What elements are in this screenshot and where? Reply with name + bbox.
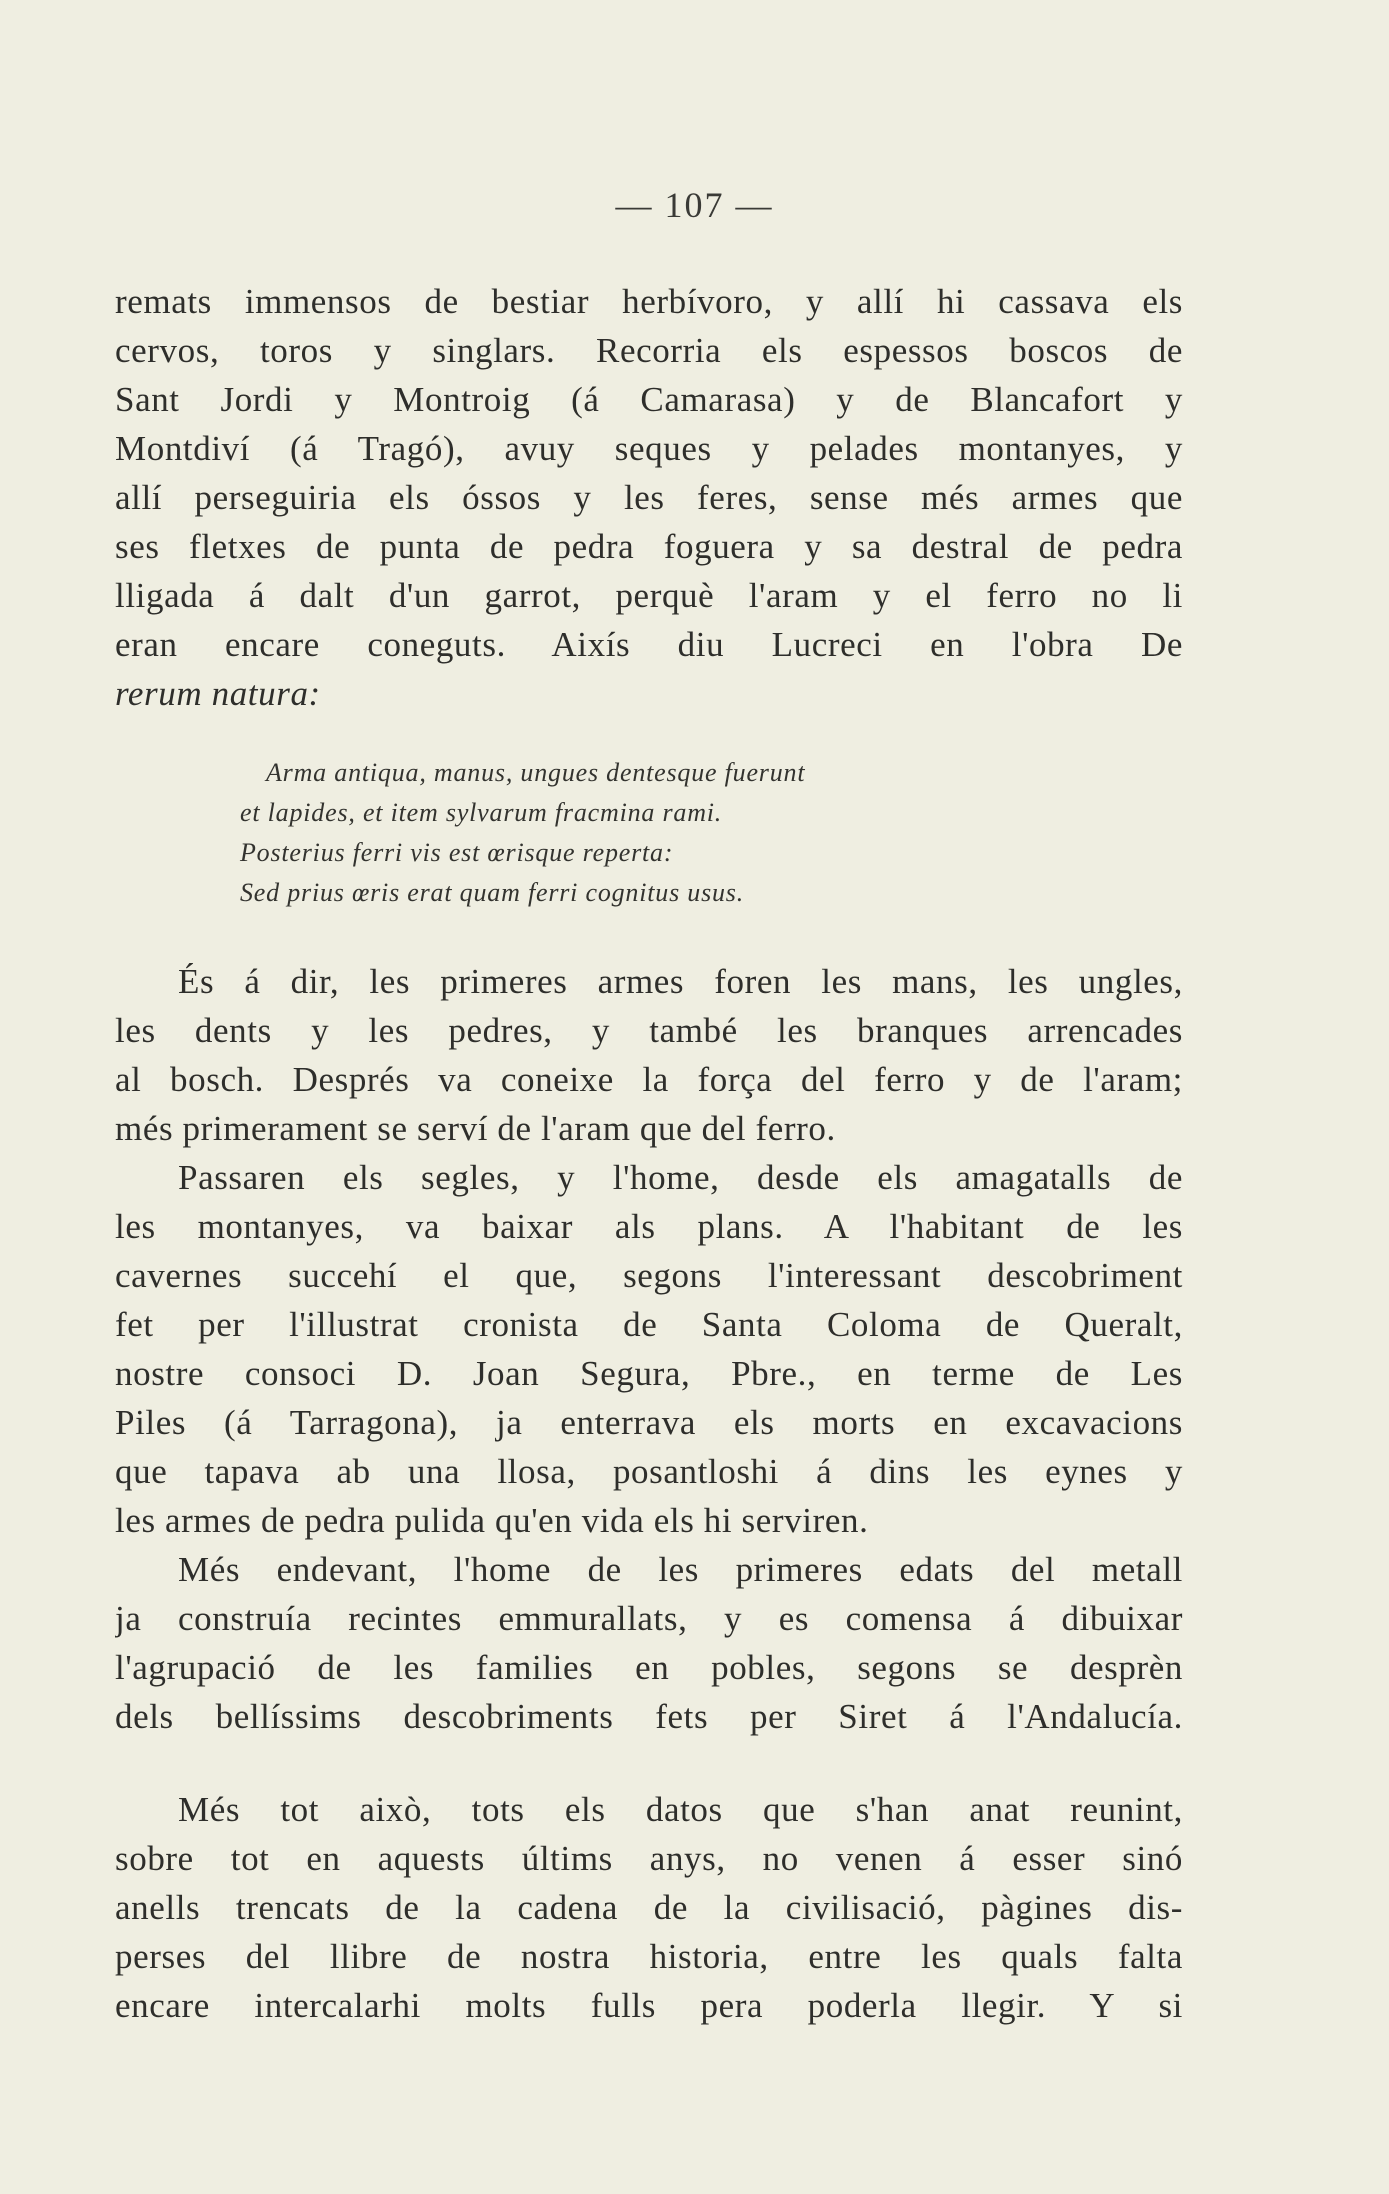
text-line: dels bellíssims descobriments fets per Siret á l'Andalucía. <box>115 1697 1183 1736</box>
text-line: perses del llibre de nostra historia, entre les quals falta <box>115 1937 1183 1976</box>
text-line: fet per l'illustrat cronista de Santa Coloma de Queralt, <box>115 1305 1183 1344</box>
text-line: Montdiví (á Tragó), avuy seques y pelades montanyes, y <box>115 429 1183 468</box>
text-line: anells trencats de la cadena de la civilisació, pàgines dis- <box>115 1888 1183 1927</box>
text-line: nostre consoci D. Joan Segura, Pbre., en terme de Les <box>115 1354 1183 1393</box>
paragraph-3 <box>115 1153 1183 1545</box>
work-title: rerum natura: <box>115 674 321 713</box>
text-line: les dents y les pedres, y també les branques arrencades <box>115 1011 1183 1050</box>
text-line: Piles (á Tarragona), ja enterrava els morts en excavacions <box>115 1403 1183 1442</box>
text-line-italic <box>115 669 1183 718</box>
text-line: l'agrupació de les families en pobles, segons se desprèn <box>115 1648 1183 1687</box>
text-line: encare intercalarhi molts fulls pera poderla llegir. Y si <box>115 1986 1183 2025</box>
text-line: Més endevant, l'home de les primeres edats del metall <box>178 1550 1183 1589</box>
text-line: Més tot això, tots els datos que s'han anat reunint, <box>178 1790 1183 1829</box>
page-number: — 107 — <box>615 185 774 225</box>
text-line: al bosch. Després va coneixe la força del ferro y de l'aram; <box>115 1060 1183 1099</box>
quote-line: Arma antiqua, manus, ungues dentesque fuerunt <box>266 758 806 787</box>
quote-line: Sed prius œris erat quam ferri cognitus usus. <box>240 878 745 907</box>
text-line: sobre tot en aquests últims anys, no venen á esser sinó <box>115 1839 1183 1878</box>
quote-line: et lapides, et item sylvarum fracmina rami. <box>240 798 723 827</box>
text-line: cavernes succehí el que, segons l'interessant descobriment <box>115 1256 1183 1295</box>
paragraph-5 <box>115 1785 1183 2030</box>
text-line: ses fletxes de punta de pedra foguera y sa destral de pedra <box>115 527 1183 566</box>
text-line: més primerament se serví de l'aram que del ferro. <box>115 1109 836 1148</box>
quote-line: Posterius ferri vis est œrisque reperta: <box>240 838 674 867</box>
text-line: les armes de pedra pulida qu'en vida els hi serviren. <box>115 1501 869 1540</box>
text-line: És á dir, les primeres armes foren les mans, les ungles, <box>178 962 1183 1001</box>
paragraph-2 <box>115 957 1183 1153</box>
text-line: remats immensos de bestiar herbívoro, y allí hi cassava els <box>115 282 1183 321</box>
text-line: Passaren els segles, y l'home, desde els amagatalls de <box>178 1158 1183 1197</box>
text-line: que tapava ab una llosa, posantloshi á dins les eynes y <box>115 1452 1183 1491</box>
text-line: ja construía recintes emmurallats, y es comensa á dibuixar <box>115 1599 1183 1638</box>
paragraph-1 <box>115 277 1183 718</box>
text-line: allí perseguiria els óssos y les feres, sense més armes que <box>115 478 1183 517</box>
text-line: Sant Jordi y Montroig (á Camarasa) y de Blancafort y <box>115 380 1183 419</box>
text-line: les montanyes, va baixar als plans. A l'habitant de les <box>115 1207 1183 1246</box>
text-line: eran encare coneguts. Aixís diu Lucreci en l'obra De <box>115 625 1183 664</box>
text-line: cervos, toros y singlars. Recorria els espessos boscos de <box>115 331 1183 370</box>
paragraph-4 <box>115 1545 1183 1741</box>
latin-quote <box>240 753 1040 913</box>
text-line: lligada á dalt d'un garrot, perquè l'aram y el ferro no li <box>115 576 1183 615</box>
